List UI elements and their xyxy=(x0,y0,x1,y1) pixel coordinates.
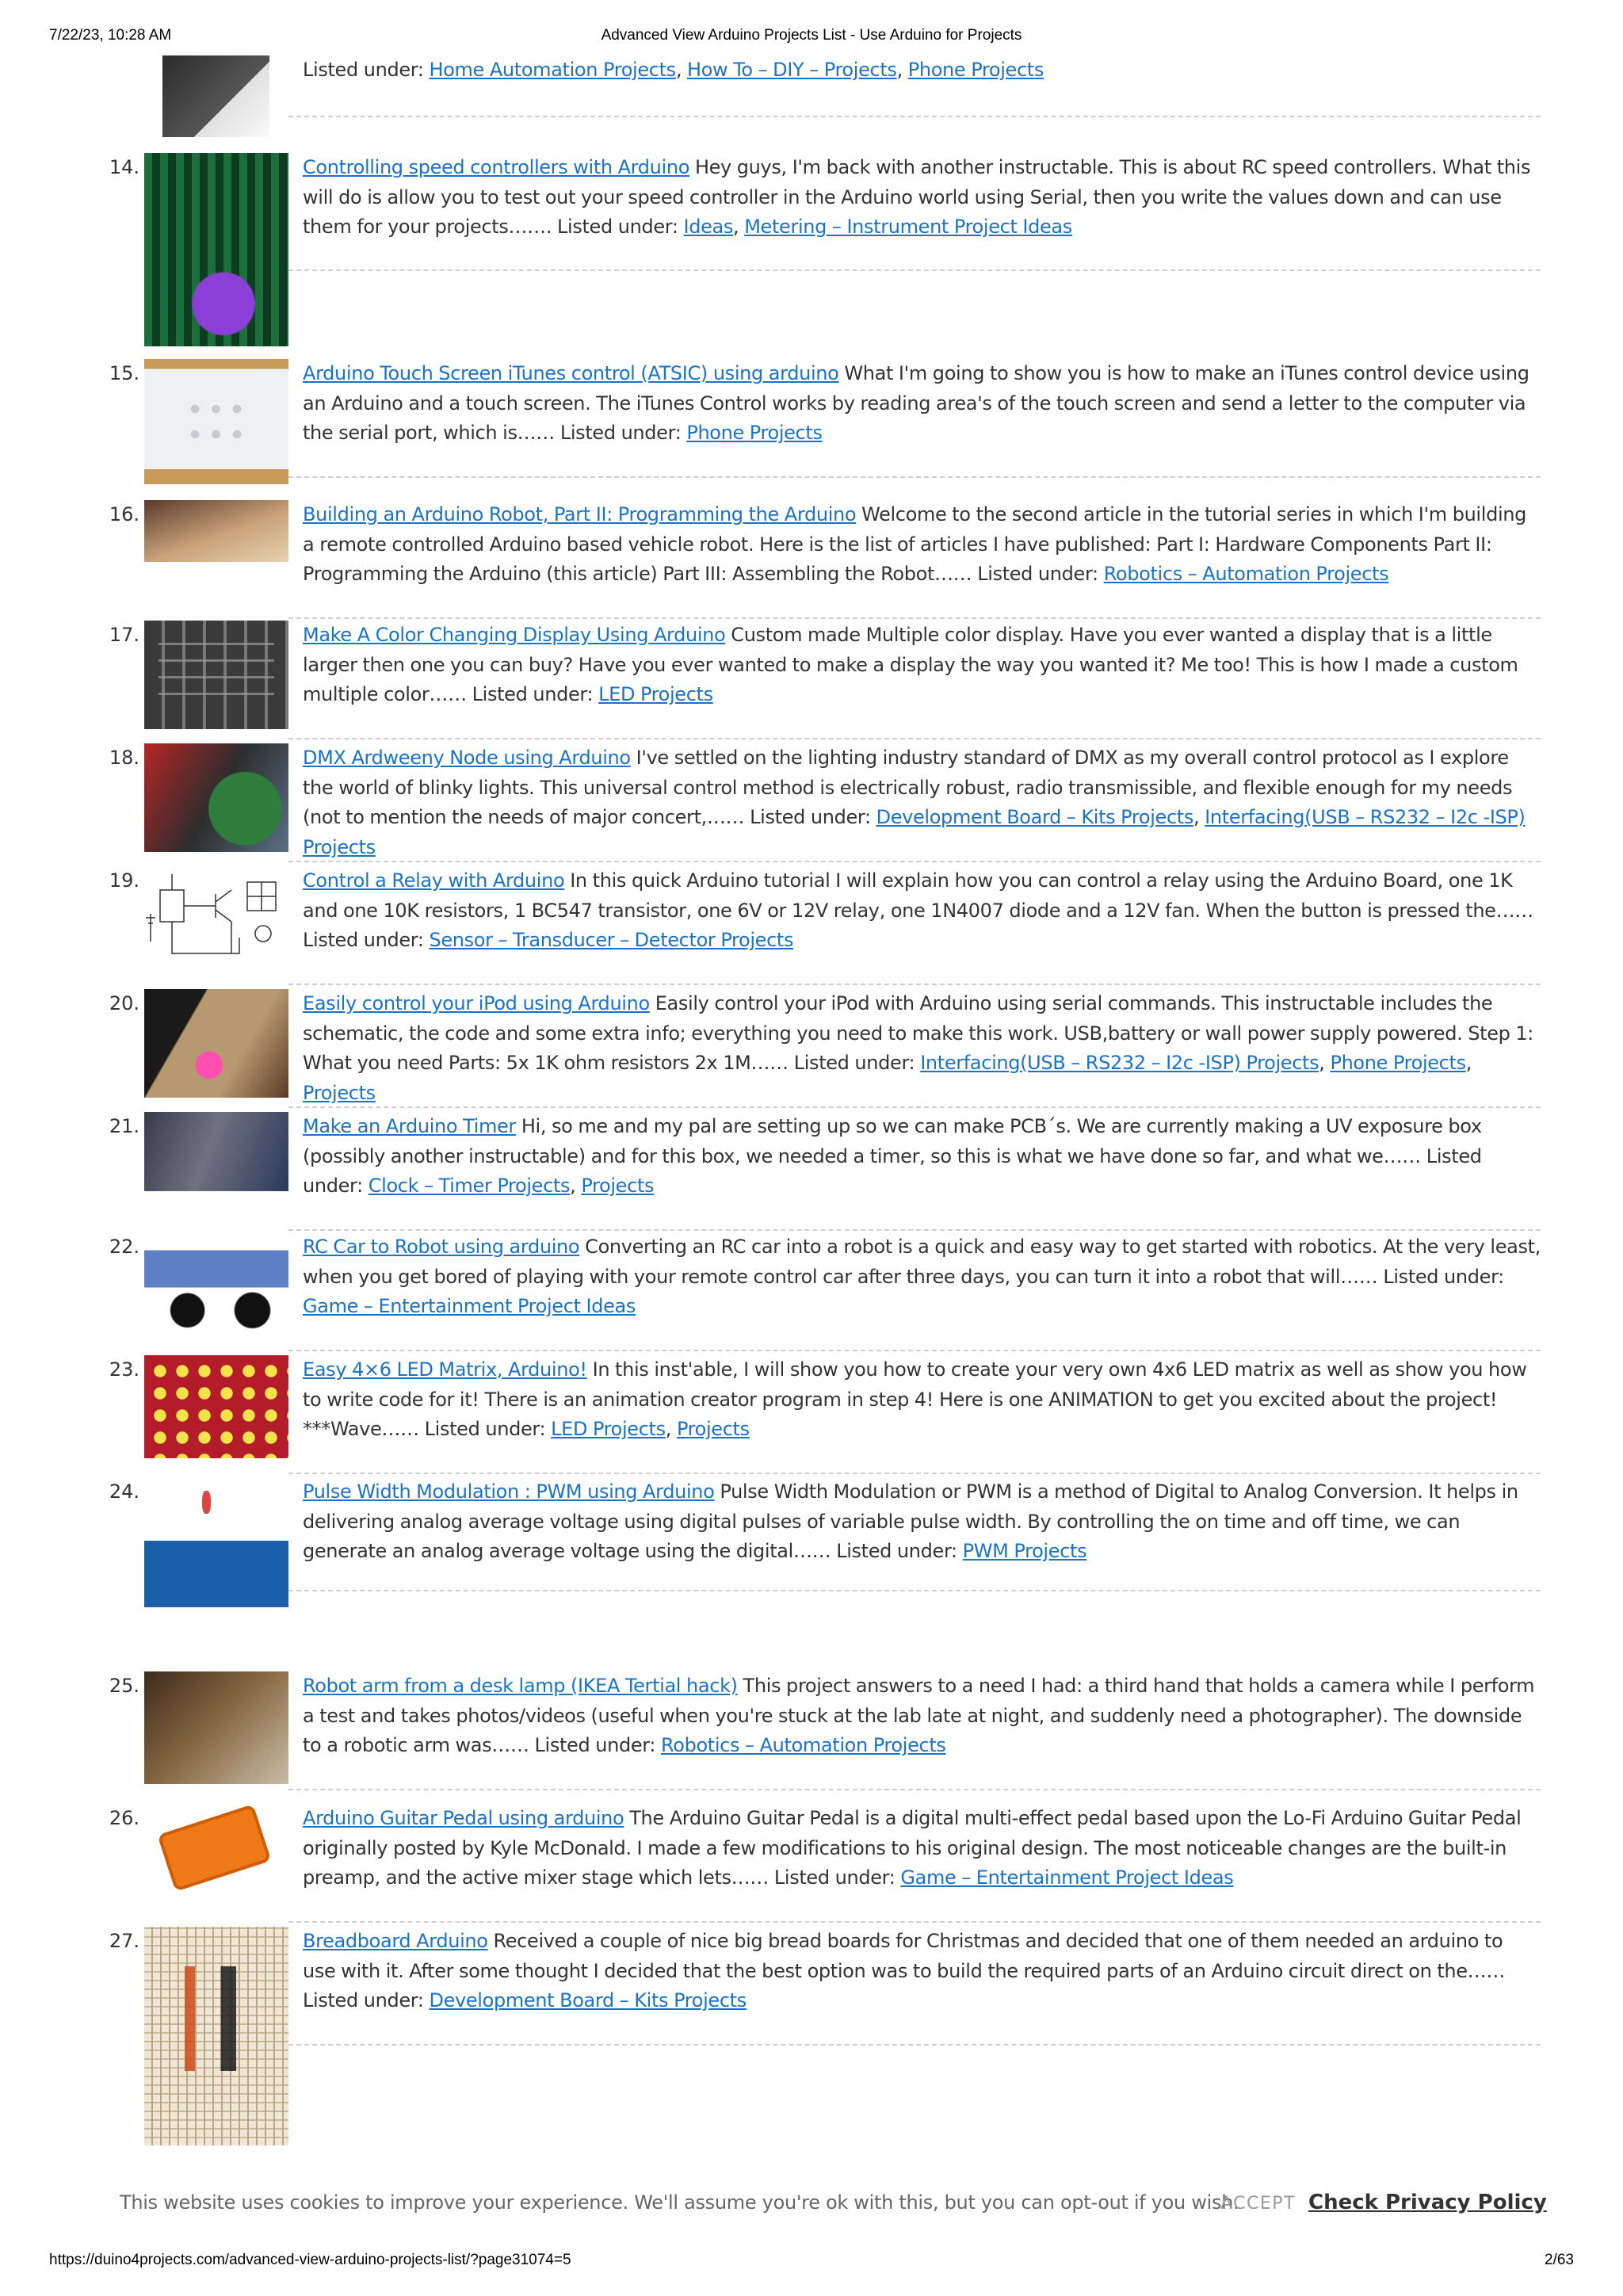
cookie-message: This website uses cookies to improve your experience. We'll assume you're ok with this, but you can opt-out if you wish. xyxy=(120,2191,1239,2214)
separator xyxy=(288,1473,1541,1474)
listed-under-label: Listed under: xyxy=(977,563,1098,585)
project-title-link[interactable]: Breadboard Arduino xyxy=(303,1930,488,1952)
listed-under-label: Listed under: xyxy=(750,806,871,828)
separator xyxy=(288,861,1541,862)
print-page-number: 2/63 xyxy=(1545,2252,1574,2268)
category-link[interactable]: PWM Projects xyxy=(962,1540,1087,1562)
project-description xyxy=(303,1804,1541,1893)
print-url: https://duino4projects.com/advanced-view-arduino-projects-list/?page31074=5 xyxy=(49,2252,571,2268)
listed-under-label: Listed under: xyxy=(793,1052,915,1074)
item-number: 26. xyxy=(109,1807,139,1829)
category-link[interactable]: Development Board – Kits Projects xyxy=(429,1989,747,2011)
project-excerpt: Custom made Multiple color display. Have you ever wanted a display that is a little larger then one you can buy? Have you ever wanted to make a display the way you wanted it? Me too! This is how I made a custom multiple color…… xyxy=(303,624,1518,705)
item-number: 27. xyxy=(109,1930,139,1952)
project-description: Make an Arduino Timer Hi, so me and my pal are setting up so we can make PCB´s. We are currently making a UV exposure box (possibly another instructable) and for this box, we needed a timer, so this is what we have done so far, and what we…… Listed under: Clock – Timer Projects, Projects xyxy=(303,1115,1482,1197)
project-title-link[interactable]: Building an Arduino Robot, Part II: Programming the Arduino xyxy=(303,503,857,525)
project-excerpt: The Arduino Guitar Pedal is a digital multi-effect pedal based upon the Lo-Fi Arduino Guitar Pedal originally posted by Kyle McDonald. I made a few modifications to his original design. The most noticeable changes are the built-in preamp, and the active mixer stage which lets…… xyxy=(303,1807,1522,1889)
project-excerpt: Converting an RC car into a robot is a quick and easy way to get started with robotics. At the very least, when you get bored of playing with your remote control car after three days, you can turn it into a robot that will…… xyxy=(303,1236,1541,1288)
project-excerpt: In this inst'able, I will show you how to create your very own 4x6 LED matrix as well as show you how to write code for it! There is an animation creator program in step 4! Here is one ANIMATION to get you excited about the project! ***Wave…… xyxy=(303,1358,1527,1440)
category-link[interactable]: Projects xyxy=(303,1081,376,1104)
category-link[interactable]: Robotics – Automation Projects xyxy=(660,1734,946,1756)
separator xyxy=(288,269,1541,271)
project-thumbnail[interactable] xyxy=(144,866,288,968)
project-description xyxy=(303,1671,1541,1761)
category-link[interactable]: Clock – Timer Projects xyxy=(368,1175,571,1197)
category-link[interactable]: Development Board – Kits Projects xyxy=(876,806,1193,828)
category-link[interactable]: Robotics – Automation Projects xyxy=(1103,563,1389,585)
cookie-accept-button[interactable]: ACCEPT xyxy=(1220,2194,1296,2214)
project-title-link[interactable]: Easy 4×6 LED Matrix, Arduino! xyxy=(303,1358,587,1381)
project-description xyxy=(303,1477,1541,1567)
category-link[interactable]: Projects xyxy=(676,1418,750,1440)
separator xyxy=(288,738,1541,739)
project-description: Controlling speed controllers with Arduino Hey guys, I'm back with another instructable. This is about RC speed controllers. What this will do is allow you to test out your speed controller in the Arduino world using Serial, then you write the values down and can use them for your projects……. Listed under: Ideas, Metering – Instrument Project Ideas xyxy=(303,156,1531,238)
project-description: Listed under: Home Automation Projects, How To – DIY – Projects, Phone Projects xyxy=(303,59,1044,81)
project-title-link[interactable]: Easily control your iPod using Arduino xyxy=(303,992,650,1014)
separator xyxy=(288,1789,1541,1790)
project-description xyxy=(303,621,1541,710)
listed-under-label: Listed under: xyxy=(557,216,678,238)
project-thumbnail[interactable] xyxy=(144,621,288,729)
project-description xyxy=(303,359,1541,449)
separator xyxy=(288,116,1541,117)
project-title-link[interactable]: RC Car to Robot using arduino xyxy=(303,1236,580,1258)
project-excerpt: In this quick Arduino tutorial I will explain how you can control a relay using the Arduino Board, one 1K and one 10K resistors, 1 BC547 transistor, one 6V or 12V relay, one 1N4007 diode and a 12V fan. When the button is pressed the…… xyxy=(303,869,1533,922)
project-title-link[interactable]: Arduino Guitar Pedal using arduino xyxy=(303,1807,624,1829)
project-description: Easily control your iPod using Arduino Easily control your iPod with Arduino using serial commands. This instructable includes the schematic, the code and some extra info; everything you need to make this work. USB,battery or wall power supply powered. Step 1: What you need Parts: 5x 1K ohm resistors 2x 1M…… Listed under: Interfacing(USB – RS232 – I2c -ISP) Projects, Phone Projects, Projects xyxy=(303,992,1534,1104)
project-excerpt: What I'm going to show you is how to make an iTunes control device using an Arduino and a touch screen. The iTunes Control works by reading area's of the touch screen and send a letter to the computer via the serial port, which is…… xyxy=(303,362,1529,444)
item-number: 14. xyxy=(109,156,139,178)
project-description: Easy 4×6 LED Matrix, Arduino! In this inst'able, I will show you how to create your very own 4x6 LED matrix as well as show you how to write code for it! There is an animation creator program in step 4! Here is one ANIMATION to get you excited about the project! ***Wave…… Listed under: LED Projects, Projects xyxy=(303,1358,1527,1440)
project-excerpt: Hi, so me and my pal are setting up so we can make PCB´s. We are currently making a UV exposure box (possibly another instructable) and for this box, we needed a timer, so this is what we have done so far, and what we…… xyxy=(303,1115,1482,1167)
project-excerpt: Hey guys, I'm back with another instructable. This is about RC speed controllers. What this will do is allow you to test out your speed controller in the Arduino world using Serial, then you write the values down and can use them for your projects……. xyxy=(303,156,1531,238)
listed-under-label: Listed under: xyxy=(559,422,682,444)
project-thumbnail[interactable] xyxy=(144,359,288,484)
category-link[interactable]: Metering – Instrument Project Ideas xyxy=(744,216,1072,238)
project-title-link[interactable]: Make A Color Changing Display Using Arduino xyxy=(303,624,726,646)
project-description xyxy=(303,1927,1541,2016)
listed-under-label: Listed under: xyxy=(303,1989,424,2011)
category-link[interactable]: Interfacing(USB – RS232 – I2c -ISP) Projects xyxy=(303,806,1526,858)
project-title-link[interactable]: Controlling speed controllers with Arduino xyxy=(303,156,690,178)
cookie-consent-bar xyxy=(0,2179,1623,2227)
privacy-policy-link[interactable]: Check Privacy Policy xyxy=(1308,2191,1547,2214)
print-header xyxy=(0,27,1623,51)
project-thumbnail[interactable] xyxy=(144,1804,288,1907)
project-thumbnail[interactable] xyxy=(144,1232,288,1332)
item-number: 15. xyxy=(109,362,139,384)
project-description xyxy=(303,1232,1541,1322)
project-thumbnail[interactable] xyxy=(144,1477,288,1644)
category-link[interactable]: Home Automation Projects xyxy=(429,59,676,81)
item-number: 18. xyxy=(109,747,139,769)
project-thumbnail[interactable] xyxy=(162,55,269,137)
listed-under-label: Listed under: xyxy=(472,683,594,705)
category-link[interactable]: Sensor – Transducer – Detector Projects xyxy=(429,929,794,951)
category-link[interactable]: Game – Entertainment Project Ideas xyxy=(303,1295,636,1317)
item-number: 20. xyxy=(109,992,139,1014)
separator xyxy=(288,1350,1541,1351)
item-number: 25. xyxy=(109,1675,139,1697)
item-number: 16. xyxy=(109,503,139,525)
project-excerpt: Easily control your iPod with Arduino using serial commands. This instructable includes the schematic, the code and some extra info; everything you need to make this work. USB,battery or wall power supply powered. Step 1: What you need Parts: 5x 1K ohm resistors 2x 1M…… xyxy=(303,992,1534,1074)
item-number: 23. xyxy=(109,1358,139,1381)
project-thumbnail[interactable] xyxy=(144,1671,288,1784)
project-description xyxy=(303,866,1541,956)
project-thumbnail[interactable] xyxy=(144,153,288,346)
project-title-link[interactable]: Robot arm from a desk lamp (IKEA Tertial hack) xyxy=(303,1675,738,1697)
project-excerpt: Welcome to the second article in the tutorial series in which I'm building a remote controlled Arduino based vehicle robot. Here is the list of articles I have published: Part I: Hardware Components Part II: Programming the Arduino (this article) Part III: Assembling the Robot…… xyxy=(303,503,1527,585)
item-number: 24. xyxy=(109,1480,139,1503)
project-excerpt: Pulse Width Modulation or PWM is a method of Digital to Analog Conversion. It helps in delivering analog average voltage using digital pulses of variable pulse width. By controlling the on time and off time, we can generate an analog average voltage using the digital…… xyxy=(303,1480,1518,1562)
separator xyxy=(288,617,1541,619)
separator xyxy=(288,1590,1541,1591)
relay-schematic-image xyxy=(144,866,288,968)
separator xyxy=(288,2044,1541,2046)
listed-under-label: Listed under: xyxy=(303,59,424,81)
category-link[interactable]: Phone Projects xyxy=(1330,1052,1466,1074)
separator xyxy=(288,1106,1541,1108)
project-excerpt: This project answers to a need I had: a third hand that holds a camera while I perform a test and takes photos/videos (useful when you're stuck at the lab late at night, and suddenly need a photographer). The downside to a robotic arm was…… xyxy=(303,1675,1535,1756)
separator xyxy=(288,984,1541,985)
item-number: 22. xyxy=(109,1236,139,1258)
listed-under-label: Listed under: xyxy=(303,929,424,951)
print-datetime: 7/22/23, 10:28 AM xyxy=(49,27,172,44)
project-thumbnail[interactable] xyxy=(144,1355,288,1458)
project-title-link[interactable]: Make an Arduino Timer xyxy=(303,1115,516,1137)
separator xyxy=(288,1921,1541,1923)
category-link[interactable]: Interfacing(USB – RS232 – I2c -ISP) Projects xyxy=(920,1052,1319,1074)
category-link[interactable]: Ideas xyxy=(683,216,734,238)
category-link[interactable]: LED Projects xyxy=(598,683,713,705)
listed-under-label: Listed under: xyxy=(534,1734,656,1756)
item-number: 17. xyxy=(109,624,139,646)
item-number: 19. xyxy=(109,869,139,892)
category-link[interactable]: Phone Projects xyxy=(907,59,1044,81)
item-number: 21. xyxy=(109,1115,139,1137)
print-footer xyxy=(0,2252,1623,2275)
listed-under-label: Listed under: xyxy=(773,1866,896,1889)
separator xyxy=(288,1229,1541,1231)
project-thumbnail[interactable] xyxy=(144,1927,288,2145)
category-link[interactable]: LED Projects xyxy=(551,1418,666,1440)
print-page-title: Advanced View Arduino Projects List - Use Arduino for Projects xyxy=(601,27,1022,44)
category-link[interactable]: Phone Projects xyxy=(686,422,823,444)
project-thumbnail[interactable] xyxy=(144,500,288,562)
project-description xyxy=(303,500,1541,590)
project-title-link[interactable]: Arduino Touch Screen iTunes control (ATSIC) using arduino xyxy=(303,362,839,384)
project-title-link[interactable]: Control a Relay with Arduino xyxy=(303,869,565,892)
project-excerpt: Received a couple of nice big bread boards for Christmas and decided that one of them needed an arduino to use with it. After some thought I decided that the best option was to build the required parts of an Arduino circuit direct on the…… xyxy=(303,1930,1505,1982)
project-title-link[interactable]: Pulse Width Modulation : PWM using Arduino xyxy=(303,1480,715,1503)
separator xyxy=(288,476,1541,478)
listed-under-label: Listed under: xyxy=(303,1144,1482,1197)
project-description: DMX Ardweeny Node using Arduino I've settled on the lighting industry standard of DMX as my overall control protocol as I explore the world of blinky lights. This universal control method is electrically robust, radio transmissible, and flexible enough for my needs (not to mention the needs of major concert,…… Listed under: Development Board – Kits Projects, Interfacing(USB – RS232 – I2c -ISP) Projects xyxy=(303,747,1526,858)
project-thumbnail[interactable] xyxy=(144,989,288,1098)
category-link[interactable]: How To – DIY – Projects xyxy=(687,59,897,81)
category-link[interactable]: Projects xyxy=(581,1175,655,1197)
listed-under-label: Listed under: xyxy=(1383,1265,1504,1288)
project-thumbnail[interactable] xyxy=(144,1112,288,1191)
project-title-link[interactable]: DMX Ardweeny Node using Arduino xyxy=(303,747,631,769)
project-excerpt: I've settled on the lighting industry standard of DMX as my overall control protocol as I explore the world of blinky lights. This universal control method is electrically robust, radio transmissible, and flexible enough for my needs (not to mention the needs of major concert,…… xyxy=(303,747,1513,828)
project-thumbnail[interactable] xyxy=(144,743,288,852)
listed-under-label: Listed under: xyxy=(836,1540,957,1562)
category-link[interactable]: Game – Entertainment Project Ideas xyxy=(900,1866,1234,1889)
listed-under-label: Listed under: xyxy=(424,1418,546,1440)
